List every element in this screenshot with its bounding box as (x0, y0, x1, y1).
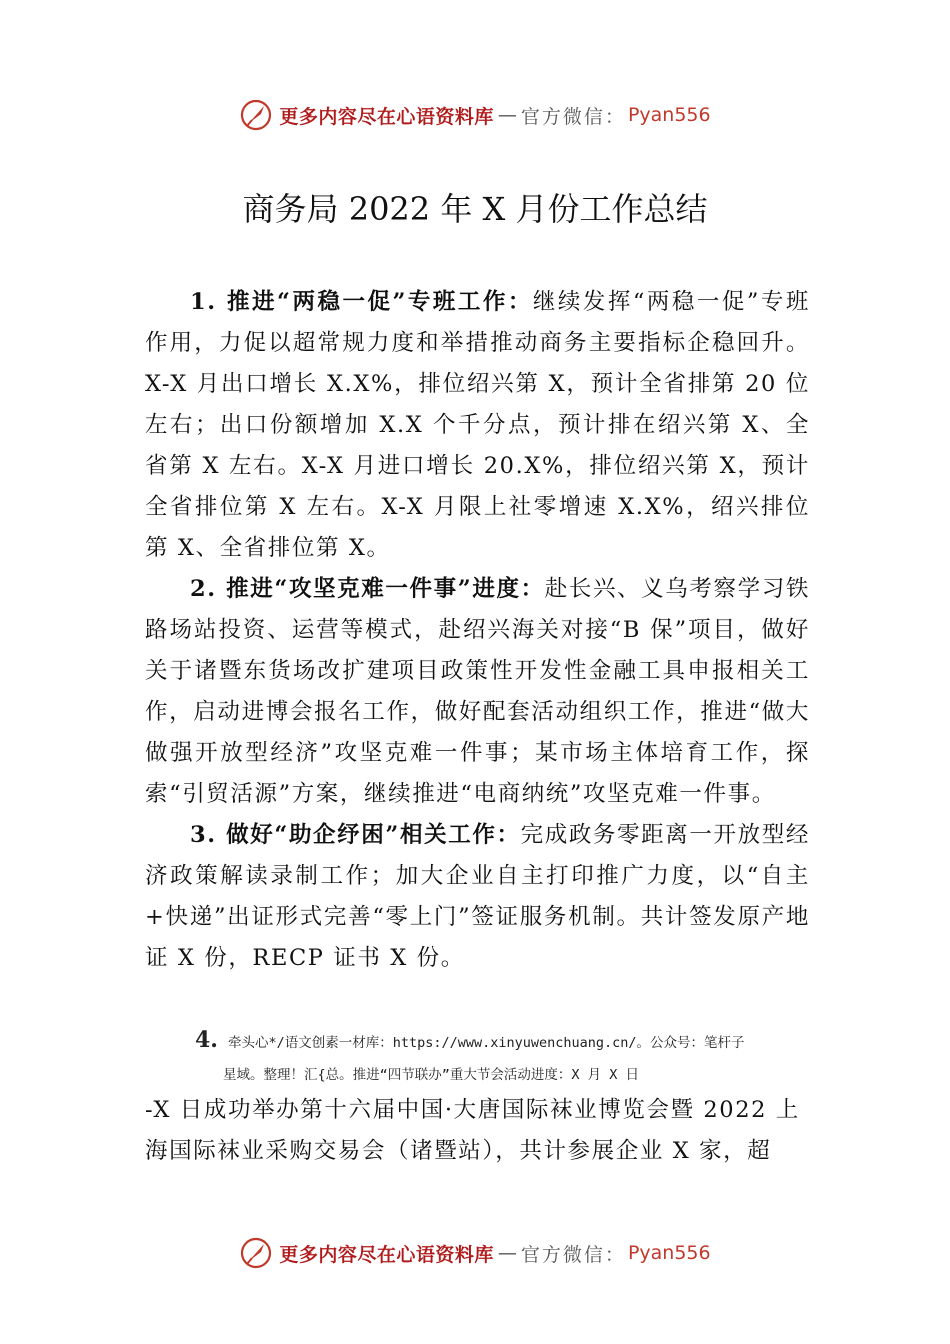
note-line-1-text: 牵头心*/语文创素一材库：https://www.xinyuwenchuang.cn/。公众号：笔杆子 (227, 1035, 745, 1051)
note-line-2: 星域。整理！汇{总。推进“四节联办”重大节会活动进度：X 月 X 日 (223, 1067, 640, 1083)
watermark-separator: — (497, 104, 517, 126)
section-3-heading: 3. 做好“助企纾困”相关工作： (190, 822, 521, 848)
document-body (145, 282, 810, 979)
section-2 (145, 569, 810, 815)
watermark-official-label: 官方微信： (520, 105, 626, 128)
note-line-1 (195, 1024, 855, 1059)
watermark-official-label: 官方微信： (520, 1243, 626, 1266)
section-1-heading: 1. 推进“两稳一促”专班工作： (190, 289, 533, 315)
watermark-footer (0, 1233, 950, 1273)
section-2-heading: 2. 推进“攻坚克难一件事”进度： (190, 576, 545, 602)
document-title: 商务局 2022 年 X 月份工作总结 (242, 190, 708, 228)
section-1 (145, 282, 810, 569)
watermark-main-text: 更多内容尽在心语资料库 (279, 1243, 494, 1266)
section-3-text: 完成政务零距离一开放型经济政策解读录制工作；加大企业自主打印推广力度，以“自主+快递”出证形式完善“零上门”签证服务机制。共计签发原产地证 X 份，RECP 证书 X 份。 (145, 822, 810, 971)
section-3 (145, 815, 810, 979)
watermark-header (0, 95, 950, 135)
watermark-wechat-id: Pyan556 (627, 104, 711, 126)
section-4-note (195, 1024, 855, 1091)
watermark-wechat-id: Pyan556 (627, 1242, 711, 1264)
section-4-continuation (145, 1090, 810, 1172)
section-2-text: 赴长兴、义乌考察学习铁路场站投资、运营等模式，赴绍兴海关对接“B 保”项目，做好关于诸暨东货场改扩建项目政策性开发性金融工具申报相关工作，启动进博会报名工作，做好配套活动组织工作，推进“做大做强开放型经济”攻坚克难一件事；某市场主体培育工作，探索“引贸活源”方案，继续推进“电商纳统”攻坚克难一件事。 (145, 576, 810, 807)
section-1-text: 继续发挥“两稳一促”专班作用，力促以超常规力度和举措推动商务主要指标企稳回升。X-X 月出口增长 X.X%，排位绍兴第 X，预计全省排第 20 位左右；出口份额增加 X.X 个千分点，预计排在绍兴第 X、全省第 X 左右。X-X 月进口增长 20.X%，排位绍兴第 X，预计全省排位第 X 左右。X-X 月限上社零增速 X.X%，绍兴排位第 X、全省排位第 X。 (145, 289, 810, 561)
quill-logo-icon (239, 98, 273, 132)
section-4-number: 4. (195, 1027, 218, 1053)
watermark-main-text: 更多内容尽在心语资料库 (279, 105, 494, 128)
quill-logo-icon (239, 1236, 273, 1270)
continuation-text: -X 日成功举办第十六届中国·大唐国际袜业博览会暨 2022 上海国际袜业采购交易会（诸暨站），共计参展企业 X 家，超 (145, 1097, 800, 1164)
watermark-separator: — (497, 1242, 517, 1264)
